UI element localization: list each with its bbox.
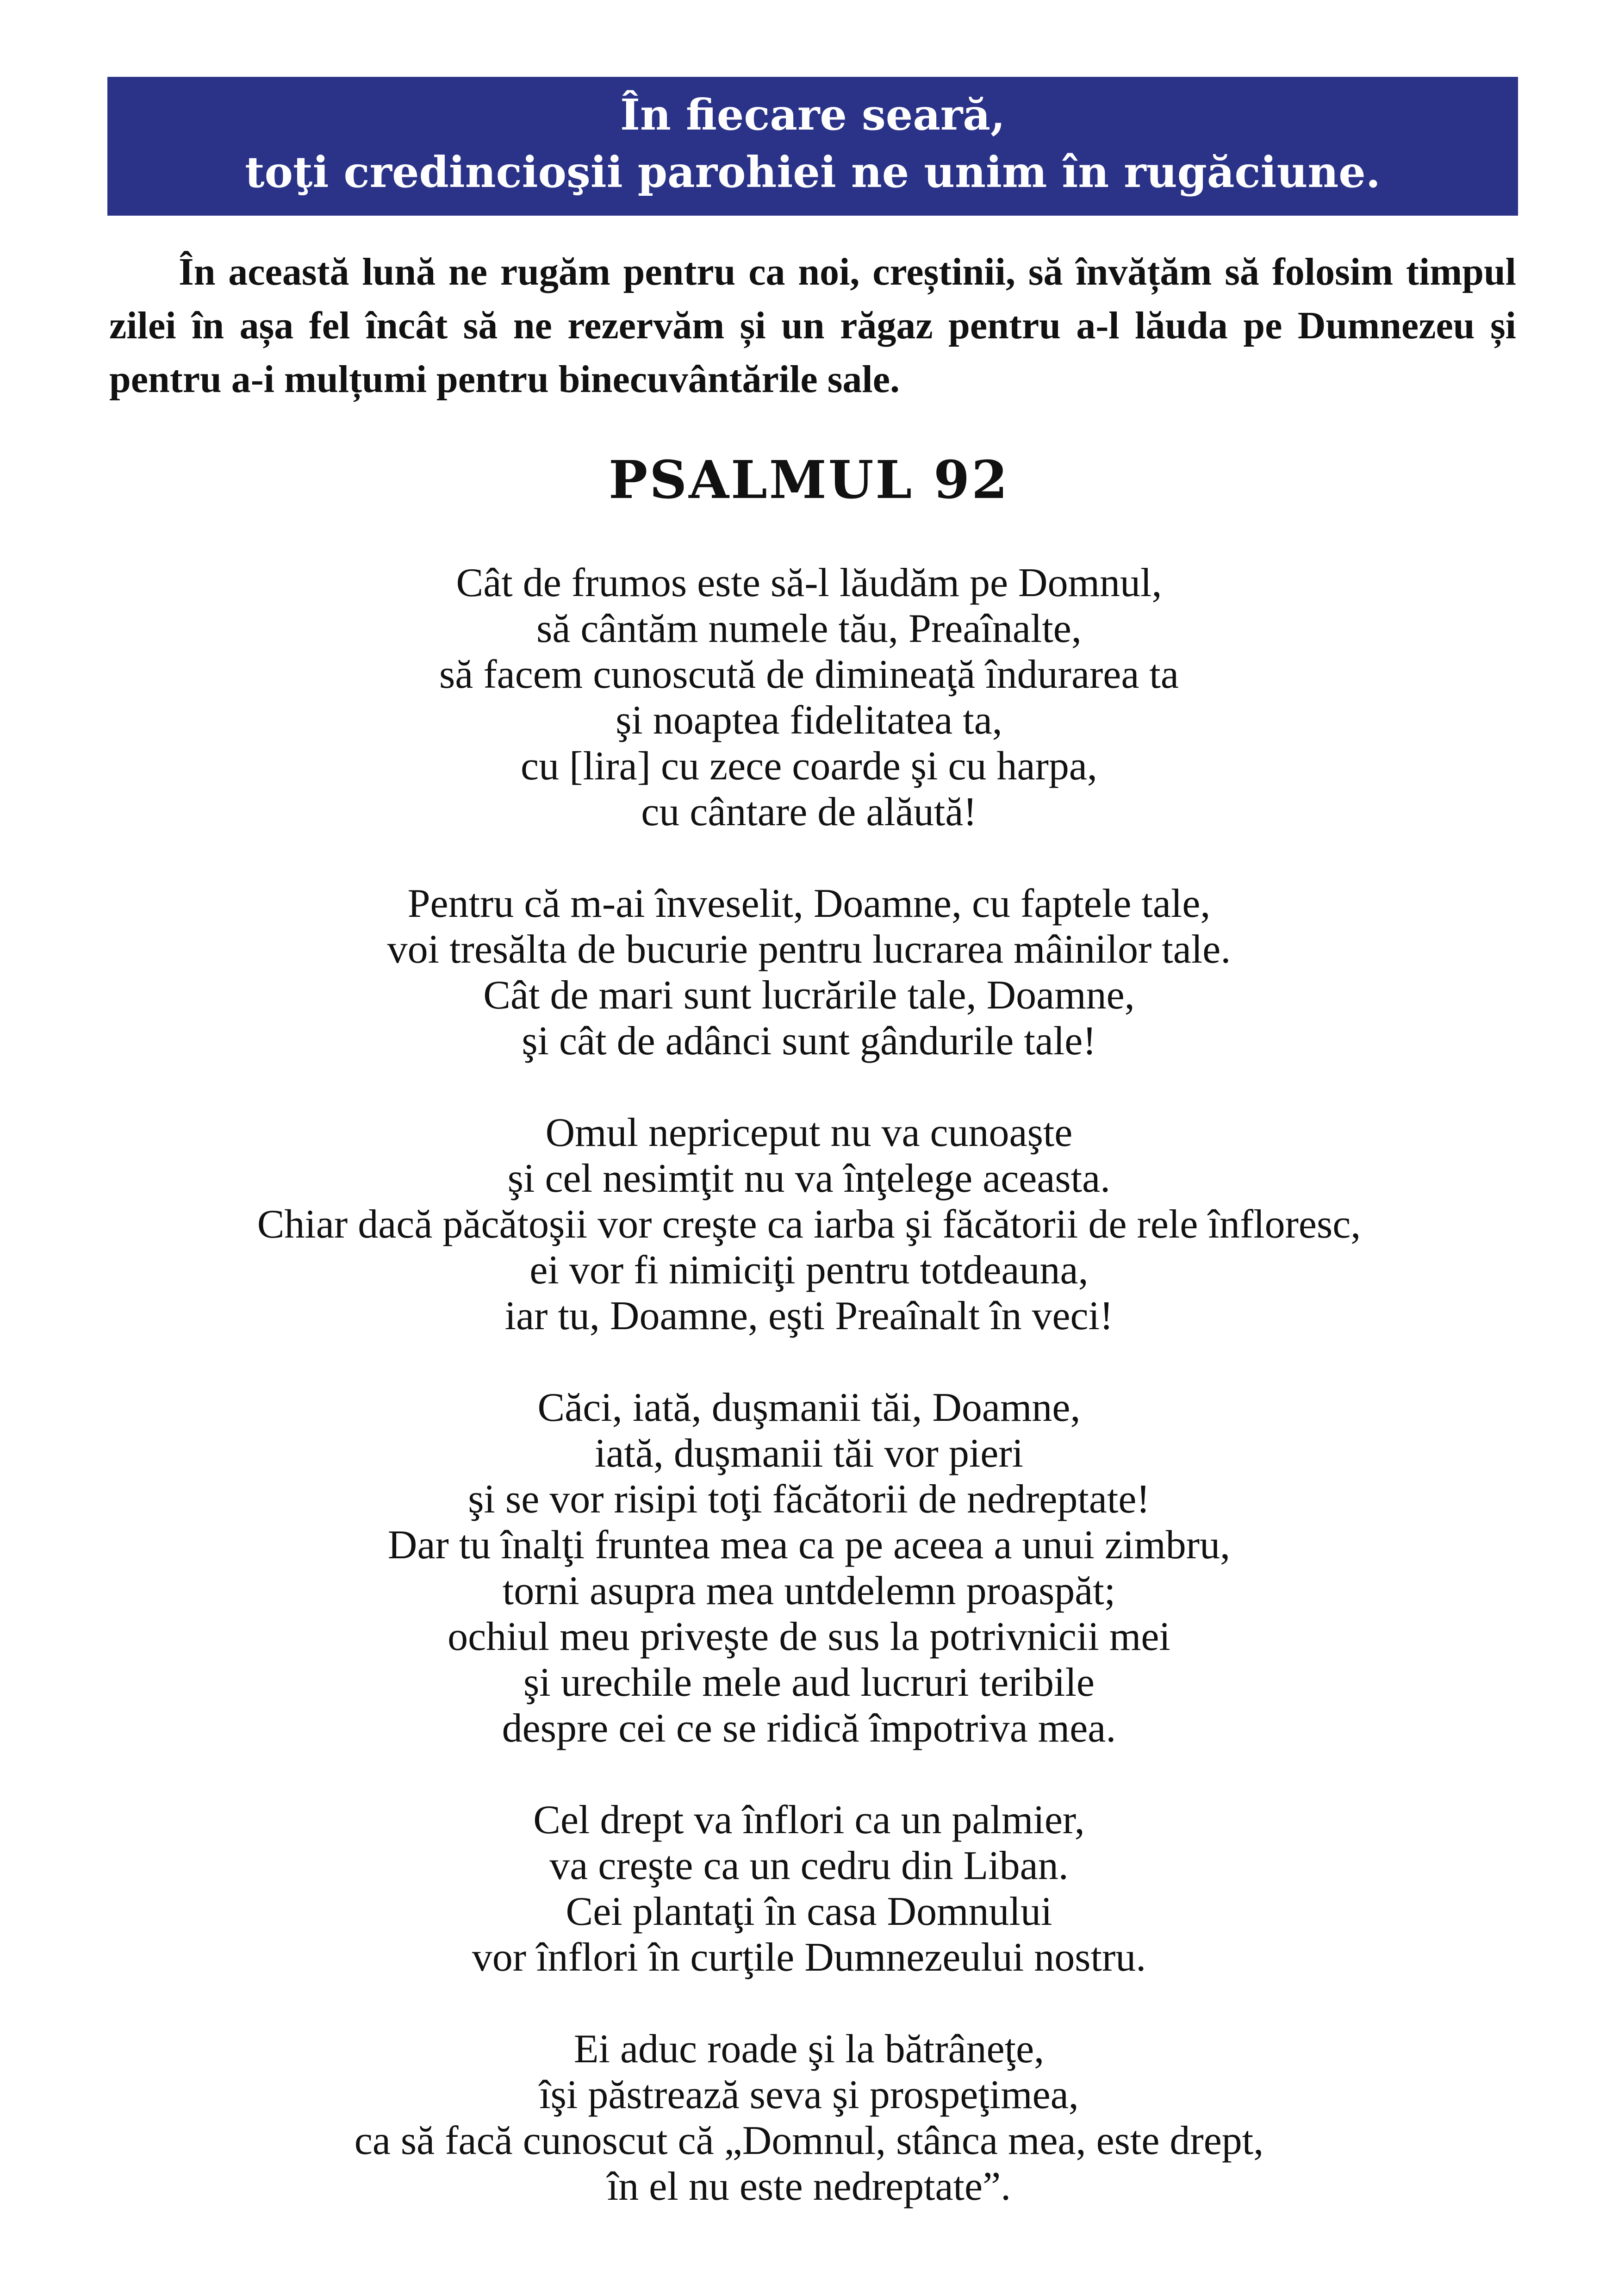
banner-title-line-1: În fiecare seară,	[620, 90, 1006, 140]
verse-line: Dar tu înalţi fruntea mea ca pe aceea a unui zimbru,	[387, 1523, 1231, 1568]
stanza	[0, 881, 1618, 1064]
verse-line: va creşte ca un cedru din Liban.	[549, 1843, 1069, 1888]
verse-line: şi se vor risipi toţi făcătorii de nedreptate!	[468, 1477, 1150, 1522]
verse-line: Cât de mari sunt lucrările tale, Doamne,	[483, 973, 1135, 1018]
verse-line: vor înflori în curţile Dumnezeului nostru.	[472, 1935, 1146, 1980]
verse-line: Ei aduc roade şi la bătrâneţe,	[573, 2027, 1045, 2072]
verse-line: Cei plantaţi în casa Domnului	[566, 1889, 1052, 1934]
verse-line: voi tresălta de bucurie pentru lucrarea mâinilor tale.	[387, 927, 1231, 972]
verse-line: torni asupra mea untdelemn proaspăt;	[502, 1568, 1116, 1613]
verse-line: şi noaptea fidelitatea ta,	[616, 698, 1002, 743]
verse-line: iar tu, Doamne, eşti Preaînalt în veci!	[504, 1294, 1114, 1338]
verse-line: ochiul meu priveşte de sus la potrivnicii mei	[448, 1614, 1170, 1659]
verse-line: Pentru că m-ai înveselit, Doamne, cu faptele tale,	[407, 881, 1211, 926]
stanza	[0, 1385, 1618, 1751]
verse-line: şi cel nesimţit nu va înţelege aceasta.	[507, 1156, 1111, 1201]
verse-line: cu [lira] cu zece coarde şi cu harpa,	[521, 744, 1097, 789]
verse-line: Omul nepriceput nu va cunoaşte	[545, 1110, 1073, 1155]
verse-line: să cântăm numele tău, Preaînalte,	[536, 606, 1082, 651]
stanza	[0, 1797, 1618, 1980]
verse-line: să facem cunoscută de dimineaţă îndurarea ta	[439, 652, 1179, 697]
verse-line: Cel drept va înflori ca un palmier,	[533, 1798, 1085, 1842]
stanza	[0, 2026, 1618, 2209]
verse-line: în el nu este nedreptate”.	[607, 2164, 1011, 2209]
banner-title-line-2: toţi credincioşii parohiei ne unim în rugăciune.	[245, 147, 1381, 197]
header-banner	[107, 77, 1518, 216]
stanza	[0, 560, 1618, 835]
verse-line: iată, duşmanii tăi vor pieri	[594, 1431, 1024, 1476]
verse-line: despre cei ce se ridică împotriva mea.	[502, 1706, 1116, 1751]
stanza	[0, 1110, 1618, 1339]
verse-line: Căci, iată, duşmanii tăi, Doamne,	[537, 1385, 1081, 1430]
verse-line: şi urechile mele aud lucruri teribile	[523, 1660, 1095, 1705]
verse-line: ca să facă cunoscut că „Domnul, stânca mea, este drept,	[354, 2118, 1264, 2163]
verse-line: Chiar dacă păcătoşii vor creşte ca iarba şi făcătorii de rele înfloresc,	[257, 1202, 1361, 1247]
verse-line: şi cât de adânci sunt gândurile tale!	[522, 1019, 1096, 1064]
psalm-text	[0, 560, 1618, 2255]
verse-line: ei vor fi nimiciţi pentru totdeauna,	[529, 1248, 1089, 1293]
intro-paragraph: În această lună ne rugăm pentru ca noi, creștinii, să învățăm să folosim timpul zilei în așa fel încât să ne rezervăm și un răgaz pentru a-l lăuda pe Dumnezeu și pentru a-i mulțumi pentru binecuvântările sale.	[109, 250, 1516, 401]
psalm-title: PSALMUL 92	[609, 450, 1009, 510]
verse-line: îşi păstrează seva şi prospeţimea,	[539, 2072, 1079, 2117]
verse-line: Cât de frumos este să-l lăudăm pe Domnul,	[456, 560, 1162, 605]
verse-line: cu cântare de alăută!	[641, 790, 977, 834]
